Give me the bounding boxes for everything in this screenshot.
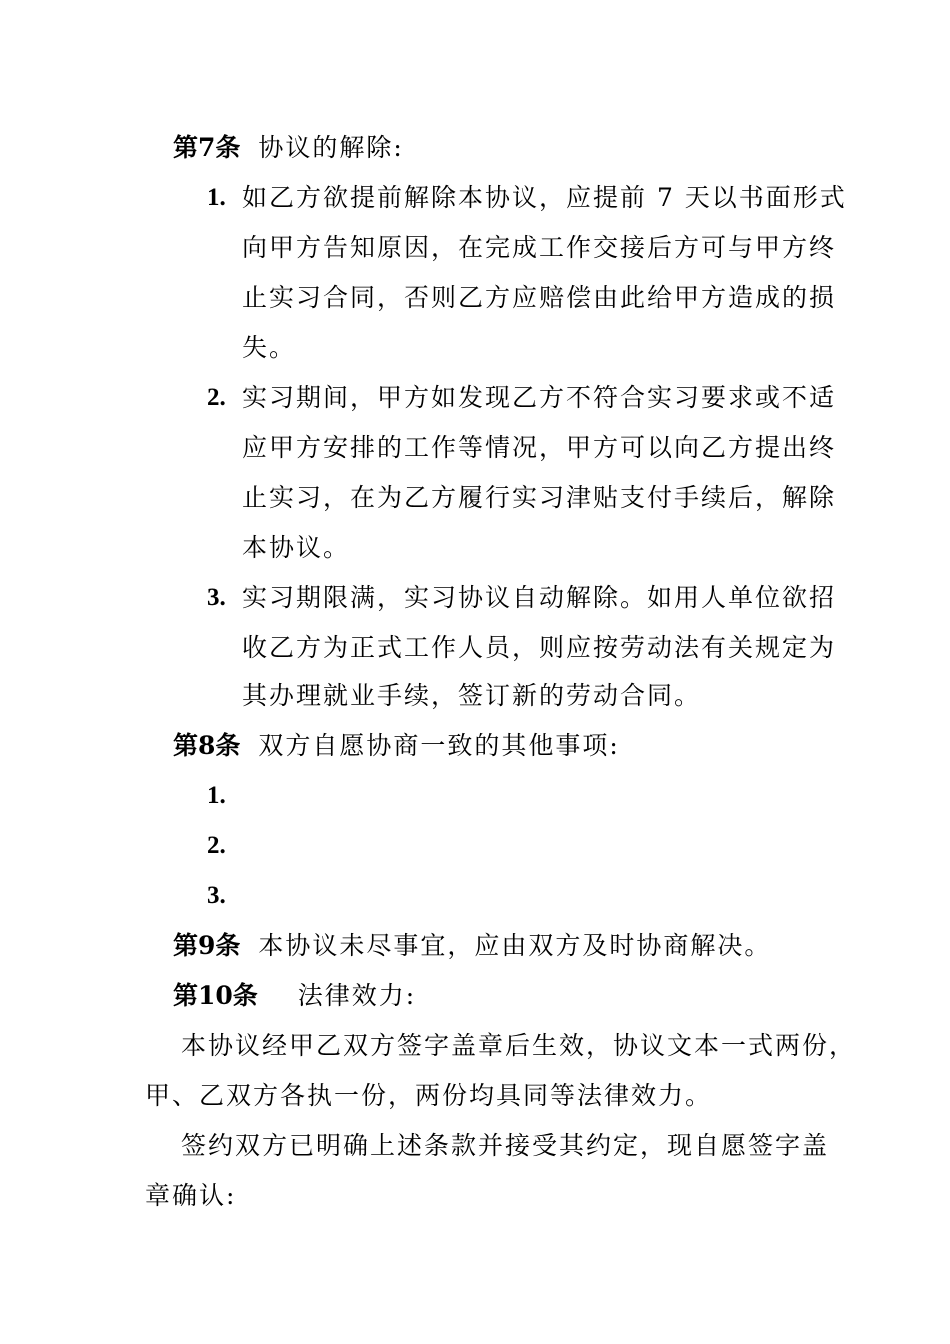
paragraph-2-line-1: 签约双方已明确上述条款并接受其约定，现自愿签字盖 xyxy=(181,1131,830,1160)
article-10-heading xyxy=(173,971,416,1021)
paragraph-1-line-1: 本协议经甲乙双方签字盖章后生效，协议文本一式两份， xyxy=(181,1031,857,1060)
article-10-label: 第10条 xyxy=(173,981,258,1010)
article-7-item-3-line-2: 收乙方为正式工作人员，则应按劳动法有关规定为 xyxy=(242,633,837,662)
article-7-item-3-line-1: 实习期限满，实习协议自动解除。如用人单位欲招 xyxy=(242,583,837,612)
article-8-heading xyxy=(173,721,620,771)
article-7-item-2-line-2: 应甲方安排的工作等情况，甲方可以向乙方提出终 xyxy=(242,433,837,462)
article-7-item-2-line-1: 实习期间，甲方如发现乙方不符合实习要求或不适 xyxy=(242,383,837,412)
article-8-item-3-number: 3. xyxy=(207,882,226,909)
article-9-title: 本协议未尽事宜，应由双方及时协商解决。 xyxy=(258,931,772,960)
article-7-item-2-line-4: 本协议。 xyxy=(242,533,351,562)
article-10-title: 法律效力: xyxy=(297,981,417,1010)
article-7-item-2-line-3: 止实习，在为乙方履行实习津贴支付手续后，解除 xyxy=(242,483,837,512)
article-7-item-1-number: 1. xyxy=(207,184,226,211)
article-7-item-1-line-2: 向甲方告知原因，在完成工作交接后方可与甲方终 xyxy=(242,233,837,262)
article-7-item-2-number: 2. xyxy=(207,384,226,411)
article-7-label: 第7条 xyxy=(173,133,241,162)
paragraph-1-line-2: 甲、乙双方各执一份，两份均具同等法律效力。 xyxy=(145,1081,713,1110)
article-8-item-1-number: 1. xyxy=(207,782,226,809)
article-7-item-1-line-4: 失。 xyxy=(242,333,297,362)
article-7-item-1-line-1: 如乙方欲提前解除本协议，应提前 7 天以书面形式 xyxy=(242,183,847,212)
article-7-item-3-number: 3. xyxy=(207,584,226,611)
article-7-title: 协议的解除: xyxy=(258,133,404,162)
article-8-item-2-number: 2. xyxy=(207,832,226,859)
article-9-heading xyxy=(173,921,771,971)
article-8-title: 双方自愿协商一致的其他事项: xyxy=(258,731,620,760)
article-9-label: 第9条 xyxy=(173,931,241,960)
article-7-item-3-line-3: 其办理就业手续，签订新的劳动合同。 xyxy=(242,681,702,710)
article-8-label: 第8条 xyxy=(173,731,241,760)
article-7-item-1-line-3: 止实习合同，否则乙方应赔偿由此给甲方造成的损 xyxy=(242,283,837,312)
paragraph-2-line-2: 章确认: xyxy=(145,1181,237,1210)
article-7-heading xyxy=(173,123,404,173)
